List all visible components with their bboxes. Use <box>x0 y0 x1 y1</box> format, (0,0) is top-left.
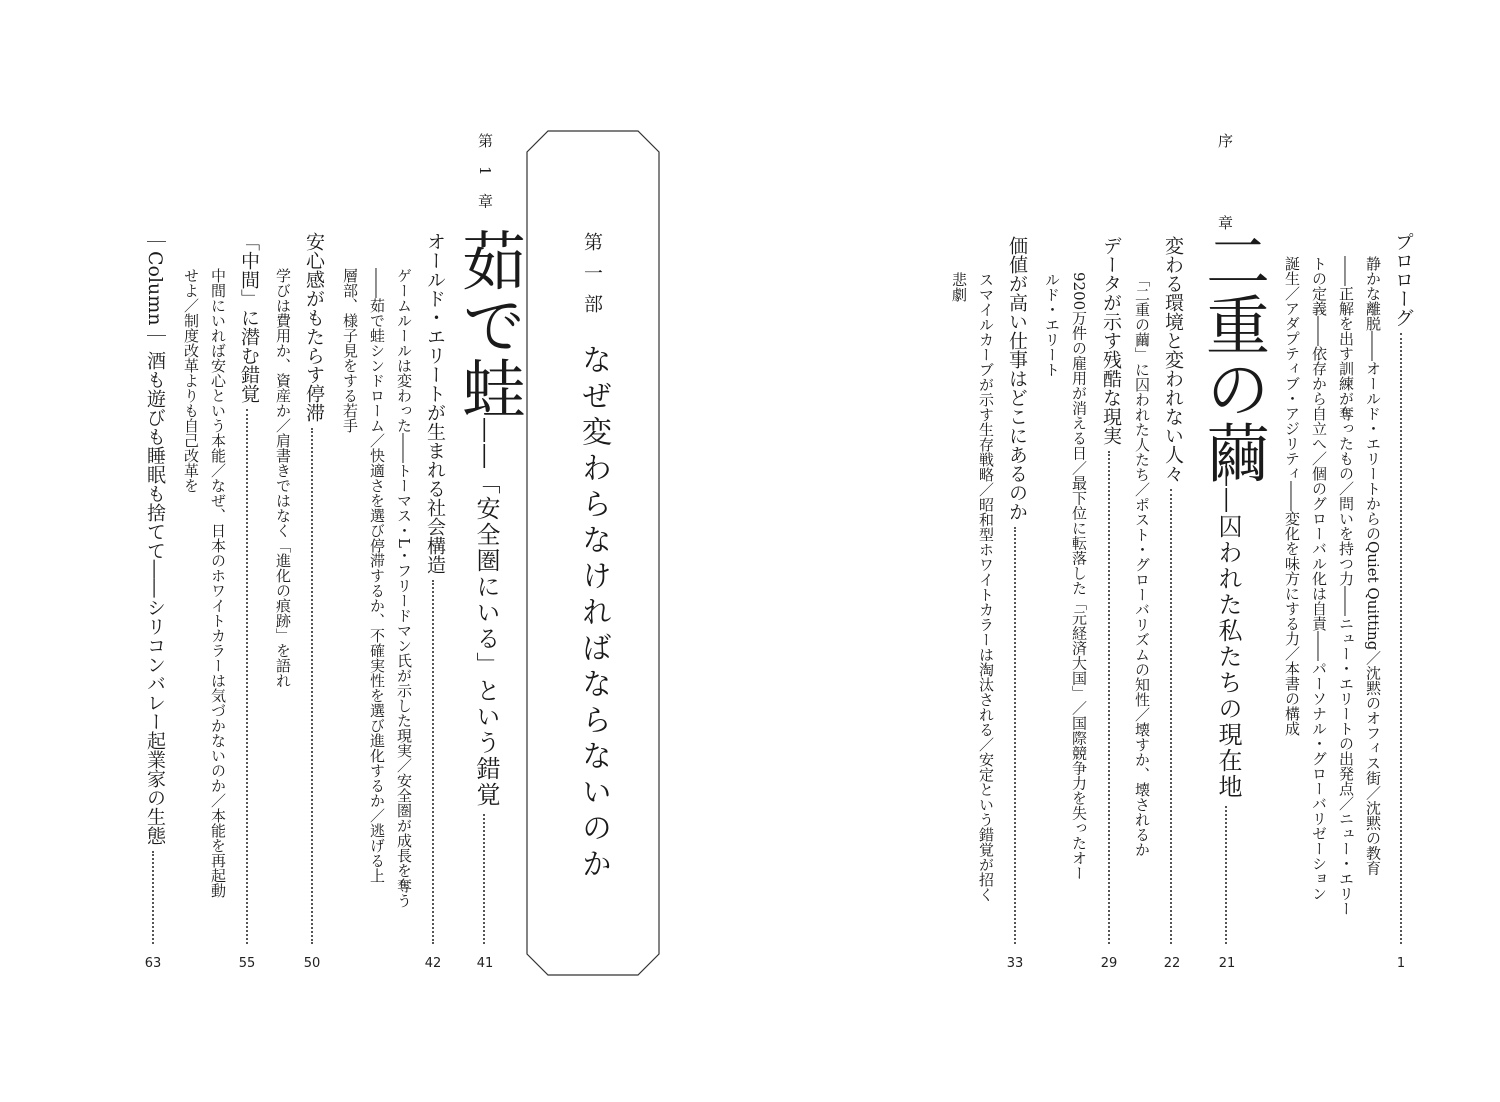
page-number: 63 <box>144 956 162 971</box>
section-desc-line: ゲームルールは変わった――トーマス・L・フリードマン氏が示した現実／安全圏が成長を奪う <box>395 268 413 908</box>
toc-entry-prologue[interactable] <box>1390 232 1412 950</box>
prologue-chapter-label: 序 章 <box>1216 133 1234 256</box>
prologue-desc-line: 誕生／アダプティブ・アジリティ――変化を味方にする力／本書の構成 <box>1283 256 1301 736</box>
dot-leader <box>1400 333 1402 944</box>
page-number: 55 <box>238 956 256 971</box>
dot-leader <box>1225 806 1227 944</box>
section-heading: 「中間」に潜む錯覚 <box>238 232 260 403</box>
chapter-title: 茹で蛙 <box>451 228 525 420</box>
section-heading: 安心感がもたらす停滞 <box>303 232 325 422</box>
toc-entry-section[interactable] <box>1160 236 1182 950</box>
column-heading: ｜Column｜ 酒も遊びも睡眠も捨てて――シリコンバレー起業家の生態 <box>144 232 166 845</box>
section-desc-line: ――茹で蛙シンドローム／快適さを選び停滞するか、不確実性を選び進化するか／逃げる上 <box>368 268 386 883</box>
prologue-desc-line: トの定義――依存から自立へ／個のグローバル化は自責――パーソナル・グローバリゼーション <box>1310 256 1328 901</box>
chapter-subtitle: ――囚われた私たちの現在地 <box>1214 462 1242 800</box>
section-heading: 価値が高い仕事はどこにあるのか <box>1006 236 1028 521</box>
dot-leader <box>1108 451 1110 944</box>
section-desc-line: スマイルカーブが示す生存戦略／昭和型ホワイトカラーは淘汰される／安定という錯覚が招く <box>977 272 995 902</box>
dot-leader <box>483 814 485 944</box>
page-number: 42 <box>424 956 442 971</box>
page-number: 50 <box>303 956 321 971</box>
chapter-1-label: 第1章 <box>476 133 494 227</box>
dot-leader <box>152 851 154 944</box>
chapter-title: 二重の繭 <box>1195 228 1269 484</box>
prologue-heading: プロローグ <box>1392 232 1414 327</box>
part-title: なぜ変わらなければならないのか <box>576 344 611 884</box>
toc-entry-column[interactable] <box>142 232 164 950</box>
section-heading: 変わる環境と変われない人々 <box>1162 236 1184 483</box>
dot-leader <box>311 428 313 944</box>
dot-leader <box>1170 489 1172 944</box>
section-desc-line: せよ／制度改革よりも自己改革を <box>182 268 200 493</box>
dot-leader <box>432 580 434 944</box>
toc-entry-section[interactable] <box>236 232 258 950</box>
section-heading: オールド・エリートが生まれる社会構造 <box>424 232 446 574</box>
page-number: 33 <box>1006 956 1024 971</box>
page-number: 22 <box>1163 956 1181 971</box>
dot-leader <box>246 409 248 944</box>
toc-entry-section[interactable] <box>422 232 444 950</box>
chapter-subtitle-entry[interactable] <box>1212 462 1240 950</box>
page-number: 1 <box>1396 956 1406 971</box>
page-number: 29 <box>1100 956 1118 971</box>
section-desc-line: 学びは費用か、資産か／肩書きではなく「進化の痕跡」を語れ <box>274 268 292 688</box>
page-number: 21 <box>1218 956 1236 971</box>
prologue-desc-line: 静かな離脱――オールド・エリートからのQuiet Quitting／沈黙のオフィス街／沈黙の教育 <box>1364 256 1382 876</box>
section-desc-line: 「二重の繭」に囚われた人たち／ポスト・グローバリズムの知性／壊すか、壊されるか <box>1133 272 1151 857</box>
section-desc-line: 悲劇 <box>950 272 968 302</box>
section-heading: データが示す残酷な現実 <box>1100 236 1122 445</box>
toc-entry-section[interactable] <box>1004 236 1026 950</box>
section-desc-line: 中間にいれば安心という本能／なぜ、日本のホワイトカラーは気づかないのか／本能を再起動 <box>209 268 227 898</box>
prologue-desc-line: ――正解を出す訓練が奪ったもの／問いを持つ力――ニュー・エリートの出発点／ニュー・エリー <box>1337 256 1355 916</box>
section-desc-line: 9200万件の雇用が消える日／最下位に転落した「元経済大国」／国際競争力を失ったオー <box>1070 272 1088 881</box>
chapter-subtitle: ――「安全圏にいる」という錯覚 <box>472 418 500 808</box>
dot-leader <box>1014 527 1016 944</box>
part-label: 第一部 <box>581 232 603 325</box>
chapter-subtitle-entry[interactable] <box>470 418 498 950</box>
section-desc-line: ルド・エリート <box>1043 272 1061 377</box>
toc-entry-section[interactable] <box>301 232 323 950</box>
page-number: 41 <box>476 956 494 971</box>
toc-entry-section[interactable] <box>1098 236 1120 950</box>
section-desc-line: 層部、様子見をする若手 <box>341 268 359 433</box>
